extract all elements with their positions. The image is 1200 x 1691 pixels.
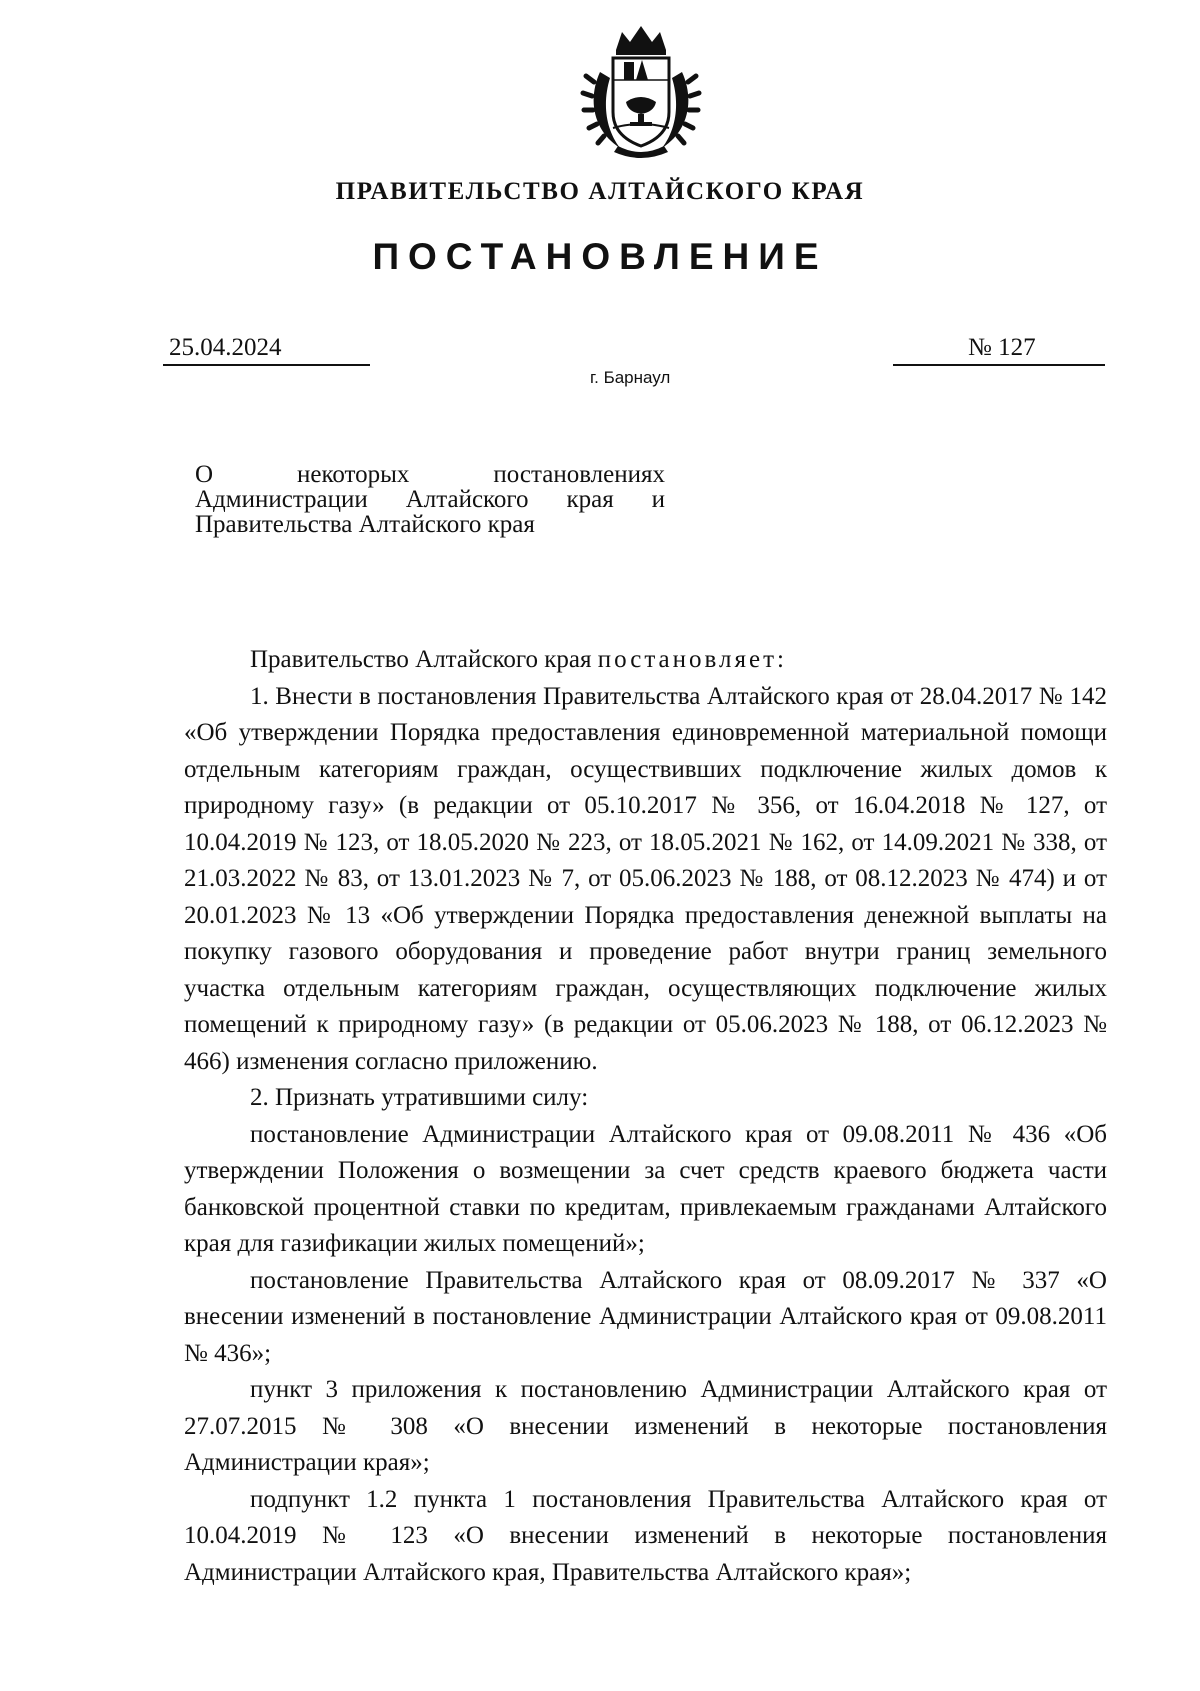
body-paragraph-5: пункт 3 приложения к постановлению Администрации Алтайского края от 27.07.2015 № 308 «О внесении изменений в некоторые постановления Администрации края»; [184, 1376, 1107, 1476]
body-paragraph-4: постановление Правительства Алтайского края от 08.09.2017 № 337 «О внесении изменений в постановление Администрации Алтайского края от 09.08.2011 № 436»; [184, 1266, 1107, 1367]
issuing-authority: ПРАВИТЕЛЬСТВО АЛТАЙСКОГО КРАЯ [335, 178, 865, 205]
body-paragraph-3: постановление Администрации Алтайского края от 09.08.2011 № 436 «Об утверждении Положения о возмещении за счет средств краевого бюджета части банковской процентной ставки по кредитам, привлекаемым гражданами Алтайского края для газификации жилых помещений»; [184, 1120, 1107, 1257]
document-date: 25.04.2024 [163, 334, 370, 366]
body-paragraph-6: подпункт 1.2 пункта 1 постановления Правительства Алтайского края от 10.04.2019 № 123 «О внесении изменений в некоторые постановления Администрации Алтайского края, Правительства Алтайского края»; [184, 1485, 1107, 1586]
body-paragraph-1: 1. Внести в постановления Правительства Алтайского края от 28.04.2017 № 142 «Об утверждении Порядка предоставления единовременной материальной помощи отдельным категориям граждан, осуществивших подключение жилых домов к природному газу» (в редакции от 05.10.2017 № 356, от 16.04.2018 № 127, от 10.04.2019 № 123, от 18.05.2020 № 223, от 18.05.2021 № 162, от 14.09.2021 № 338, от 21.03.2022 № 83, от 13.01.2023 № 7, от 05.06.2023 № 188, от 08.12.2023 № 474) и от 20.01.2023 № 13 «Об утверждении Порядка предоставления денежной выплаты на покупку газового оборудования и проведение работ внутри границ земельного участка отдельным категориям граждан, осуществляющих подключение жилых помещений к природному газу» (в редакции от 05.06.2023 № 188, от 06.12.2023 № 466) изменения согласно приложению. [184, 682, 1107, 1075]
document-subject: О некоторых постановлениях Администрации Алтайского края и Правительства Алтайского края [195, 461, 665, 538]
document-number: № 127 [893, 334, 1105, 366]
coat-of-arms-emblem [570, 20, 712, 162]
document-type-title: ПОСТАНОВЛЕНИЕ [372, 236, 828, 277]
body-paragraph-2: 2. Признать утратившими силу: [250, 1084, 589, 1111]
lead-text: Правительство Алтайского края [250, 646, 598, 673]
lead-paragraph [184, 642, 1107, 679]
lead-action: постановляет: [597, 646, 787, 673]
document-city: г. Барнаул [590, 368, 671, 387]
document-body [184, 642, 1107, 1591]
